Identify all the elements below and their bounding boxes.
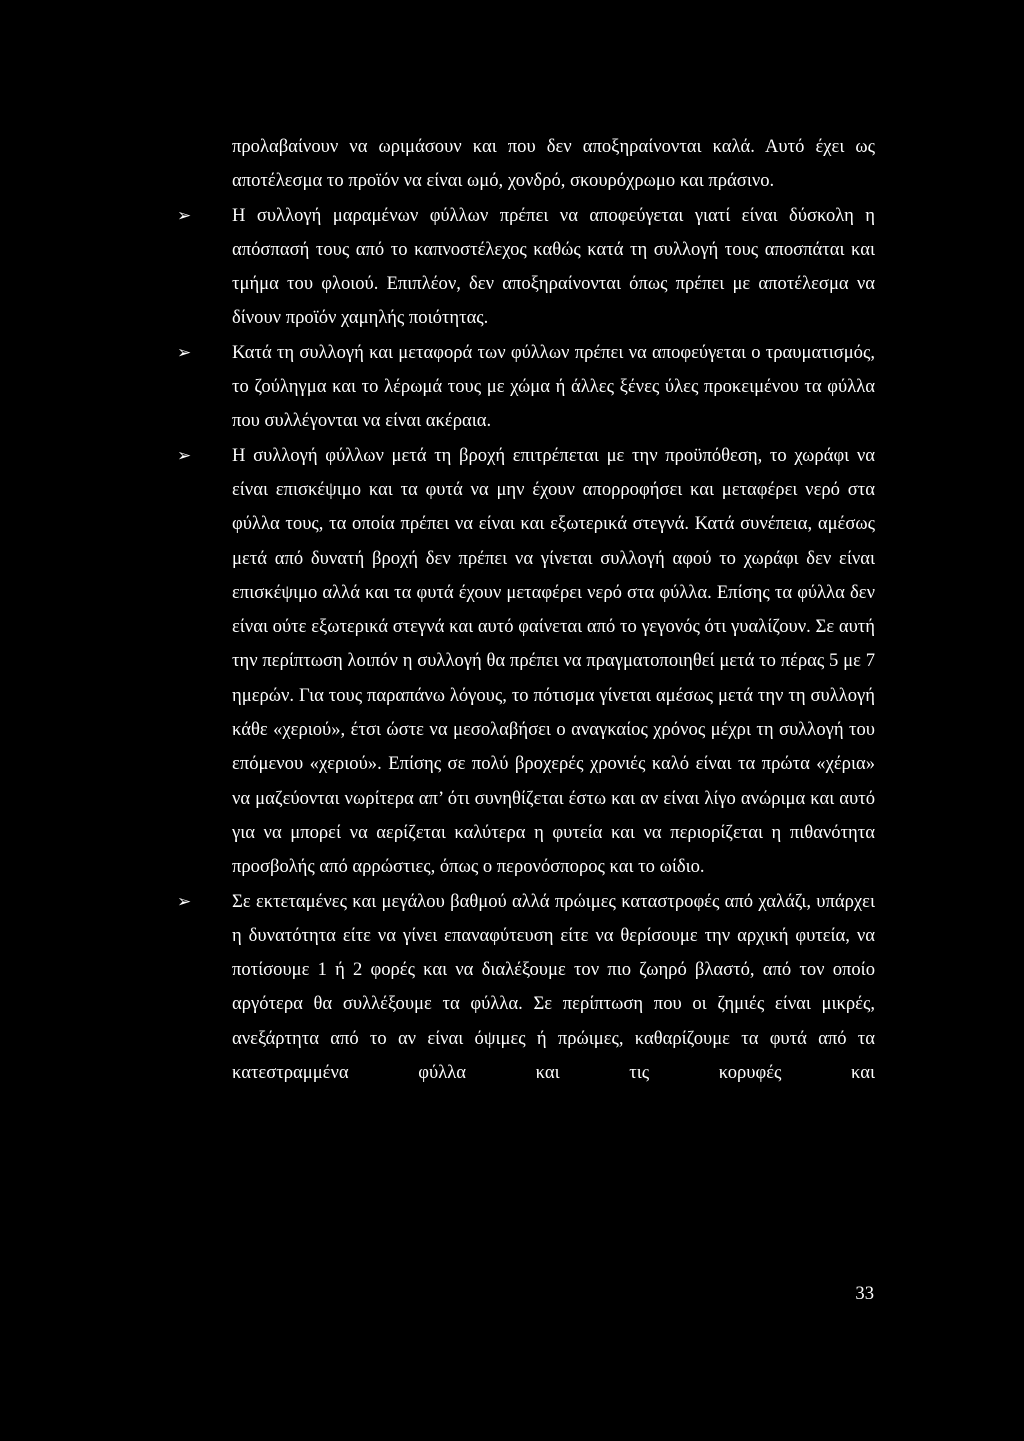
- bullet-arrow-icon: ➢: [177, 891, 192, 912]
- bullet-text-1: Η συλλογή μαραμένων φύλλων πρέπει να αποφεύγεται γιατί είναι δύσκολη η απόσπασή τους από το καπνοστέλεχος καθώς κατά τη συλλογή τους αποσπάται και τμήμα του φλοιού. Επιπλέον, δεν αποξηραίνονται όπως πρέπει με αποτέλεσμα να δίνουν προϊόν χαμηλής ποιότητας.: [232, 204, 875, 329]
- bullet-arrow-icon: ➢: [177, 205, 192, 226]
- bullet-item-1: [177, 199, 875, 336]
- bullet-text-2: Κατά τη συλλογή και μεταφορά των φύλλων πρέπει να αποφεύγεται ο τραυματισμός, το ζούληγμα και το λέρωμά τους με χώμα ή άλλες ξένες ύλες προκειμένου τα φύλλα που συλλέγονται να είναι ακέραια.: [232, 341, 875, 432]
- bullet-item-3: [177, 439, 875, 885]
- bullet-text-3: Η συλλογή φύλλων μετά τη βροχή επιτρέπεται με την προϋπόθεση, το χωράφι να είναι επισκέψιμο και τα φυτά να μην έχουν απορροφήσει και μεταφέρει νερό στα φύλλα τους, τα οποία πρέπει να είναι και εξωτερικά στεγνά. Κατά συνέπεια, αμέσως μετά από δυνατή βροχή δεν πρέπει να γίνεται συλλογή αφού το χωράφι δεν είναι επισκέψιμο αλλά και τα φυτά έχουν μεταφέρει νερό στα φύλλα. Επίσης τα φύλλα δεν είναι ούτε εξωτερικά στεγνά και αυτό φαίνεται από το γεγονός ότι γυαλίζουν. Σε αυτή την περίπτωση λοιπόν η συλλογή θα πρέπει να πραγματοποιηθεί μετά το πέρας 5 με 7 ημερών. Για τους παραπάνω λόγους, το πότισμα γίνεται αμέσως μετά την τη συλλογή κάθε «χεριού», έτσι ώστε να μεσολαβήσει ο αναγκαίος χρόνος μέχρι τη συλλογή του επόμενου «χεριού». Επίσης σε πολύ βροχερές χρονιές καλό είναι τα πρώτα «χέρια» να μαζεύονται νωρίτερα απ’ ότι συνηθίζεται έστω και αν είναι λίγο ανώριμα και αυτό για να μπορεί να αερίζεται καλύτερα η φυτεία και να περιορίζεται η πιθανότητα προσβολής από αρρώστιες, όπως ο περονόσπορος και το ωίδιο.: [232, 444, 875, 878]
- bullet-arrow-icon: ➢: [177, 445, 192, 466]
- bullet-item-4: [177, 885, 875, 1091]
- bullet-text-4: Σε εκτεταμένες και μεγάλου βαθμού αλλά πρώιμες καταστροφές από χαλάζι, υπάρχει η δυνατότητα είτε να γίνει επαναφύτευση είτε να θερίσουμε την αρχική φυτεία, να ποτίσουμε 1 ή 2 φορές και να διαλέξουμε τον πιο ζωηρό βλαστό, από τον οποίο αργότερα θα συλλέξουμε τα φύλλα. Σε περίπτωση που οι ζημιές είναι μικρές, ανεξάρτητα από το αν είναι όψιμες ή πρώιμες, καθαρίζουμε τα φυτά από τα κατεστραμμένα φύλλα και τις κορυφές και: [232, 890, 875, 1084]
- bullet-arrow-icon: ➢: [177, 342, 192, 363]
- page-body: [0, 130, 1024, 1090]
- page-number: 33: [855, 1283, 874, 1304]
- continuation-paragraph: προλαβαίνουν να ωριμάσουν και που δεν αποξηραίνονται καλά. Αυτό έχει ως αποτέλεσμα το προϊόν να είναι ωμό, χονδρό, σκουρόχρωμο και πράσινο.: [232, 136, 875, 192]
- bullet-item-2: [177, 336, 875, 439]
